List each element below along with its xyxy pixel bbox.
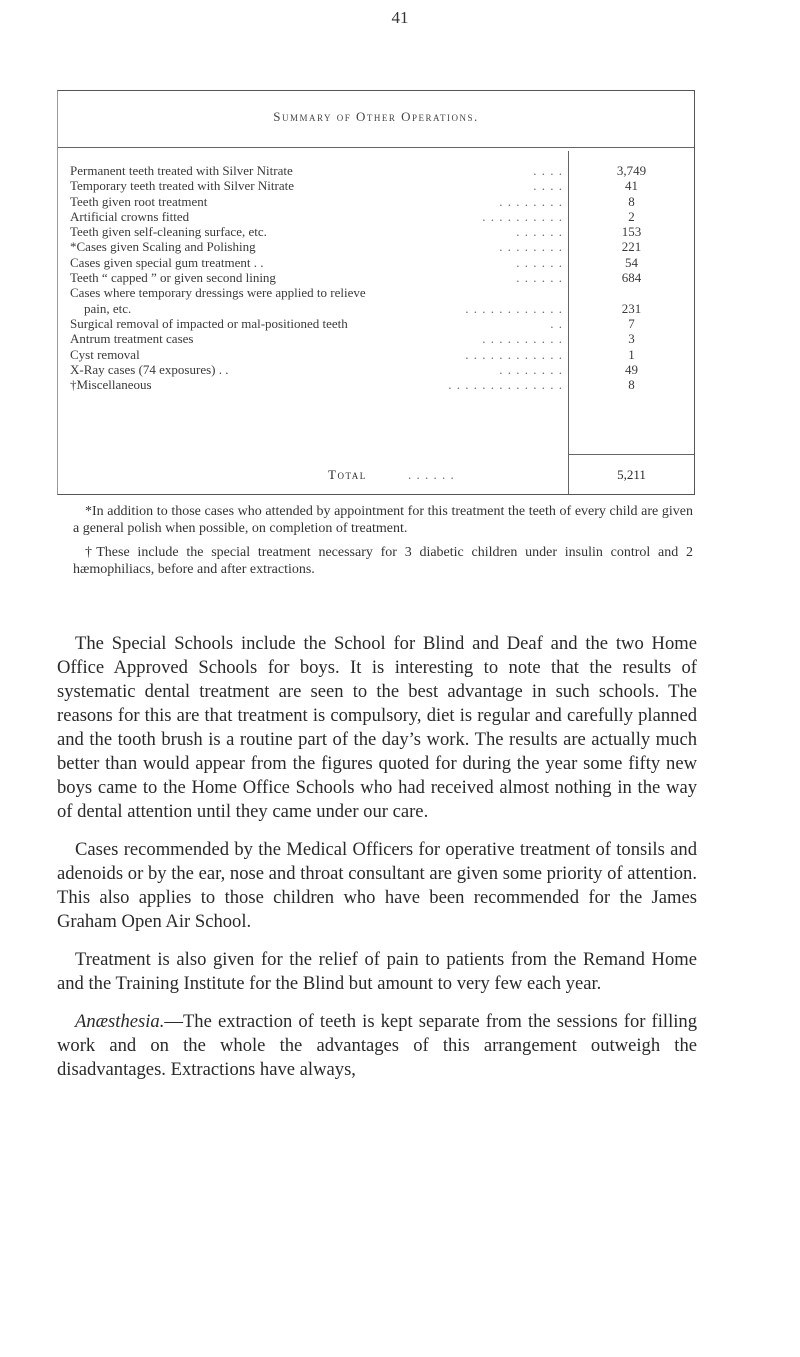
row-value: 7 bbox=[628, 315, 635, 331]
paragraph-relief-of-pain: Treatment is also given for the relief of pain to patients from the Remand Home and the Training Institute for the Blind but amount to very few each year. bbox=[57, 949, 697, 994]
row-label: pain, etc. bbox=[84, 300, 132, 316]
table-row bbox=[58, 301, 694, 316]
row-value: 41 bbox=[625, 178, 638, 194]
page-number: 41 bbox=[391, 8, 409, 27]
paragraph-recommended-cases: Cases recommended by the Medical Officers for operative treatment of tonsils and adenoids or by the ear, nose and throat consultant are given some priority of attention. This also applies to those children who have been recommended for the James Graham Open Air School. bbox=[57, 839, 697, 932]
row-leader: . . . . . . . . . . . . bbox=[465, 346, 563, 362]
row-value: 3,749 bbox=[616, 163, 647, 178]
row-value: 684 bbox=[621, 270, 642, 286]
row-label: Cases where temporary dressings were applied to relieve bbox=[70, 285, 366, 301]
anaesthesia-text: —The extraction of teeth is kept separate from the sessions for filling work and on the whole the advantages of this arrangement outweigh the disadvantages. Extractions have always, bbox=[57, 1011, 697, 1080]
row-value: 3 bbox=[628, 331, 635, 347]
row-leader: . . . . . . bbox=[516, 254, 563, 270]
total-leader: . . . . . . bbox=[408, 467, 455, 482]
row-label: Surgical removal of impacted or mal-positioned teeth bbox=[70, 315, 348, 331]
row-value: 153 bbox=[621, 224, 642, 240]
footnote-miscellaneous: †These include the special treatment necessary for 3 diabetic children under insulin control and 2 hæmophiliacs, before and after extractions. bbox=[73, 545, 693, 577]
table-row bbox=[58, 285, 694, 300]
table-row bbox=[58, 316, 694, 331]
summary-table bbox=[57, 90, 695, 495]
table-row bbox=[58, 224, 694, 239]
row-label: Teeth “ capped ” or given second lining bbox=[70, 270, 276, 286]
table-row bbox=[58, 163, 694, 178]
row-label: X-Ray cases (74 exposures) . . bbox=[70, 361, 229, 377]
row-label: Teeth given root treatment bbox=[70, 193, 208, 209]
total-value: 5,211 bbox=[617, 467, 646, 482]
row-leader: . . . . . . . . . . bbox=[482, 331, 563, 347]
row-label: Permanent teeth treated with Silver Nitrate bbox=[70, 163, 293, 178]
row-label: Temporary teeth treated with Silver Nitrate bbox=[70, 178, 294, 194]
table-row bbox=[58, 255, 694, 270]
table-row bbox=[58, 331, 694, 346]
table-row bbox=[58, 270, 694, 285]
row-leader: . . . . . . . . bbox=[499, 361, 563, 377]
row-value: 231 bbox=[621, 300, 642, 316]
table-row bbox=[58, 239, 694, 254]
total-row bbox=[58, 467, 694, 485]
row-value: 1 bbox=[628, 346, 635, 362]
row-label: Teeth given self-cleaning surface, etc. bbox=[70, 224, 267, 240]
paragraph-anaesthesia bbox=[57, 1010, 697, 1082]
row-value: 8 bbox=[628, 377, 635, 393]
footnote-scaling: *In addition to those cases who attended by appointment for this treatment the teeth of every child are given a general polish when possible, on completion of treatment. bbox=[73, 504, 693, 536]
row-leader: . . . . . . . . bbox=[499, 193, 563, 209]
row-label: Cases given special gum treatment . . bbox=[70, 254, 264, 270]
row-leader: . . . . bbox=[533, 163, 563, 178]
row-value: 8 bbox=[628, 193, 635, 209]
table-row bbox=[58, 377, 694, 392]
row-label: Cyst removal bbox=[70, 346, 140, 362]
row-value: 54 bbox=[625, 254, 638, 270]
row-leader: . . . . . . . . bbox=[499, 239, 563, 255]
row-label: Artificial crowns fitted bbox=[70, 208, 190, 224]
title-divider bbox=[58, 147, 694, 148]
row-label: †Miscellaneous bbox=[70, 377, 152, 393]
table-row bbox=[58, 209, 694, 224]
row-label: *Cases given Scaling and Polishing bbox=[70, 239, 256, 255]
table-row bbox=[58, 178, 694, 193]
total-label: Total bbox=[328, 467, 367, 482]
row-value: 221 bbox=[621, 239, 642, 255]
row-leader: . . . . bbox=[533, 178, 563, 194]
table-row bbox=[58, 347, 694, 362]
row-leader: . . . . . . . . . . bbox=[482, 208, 563, 224]
row-leader: . . . . . . . . . . . . bbox=[465, 300, 563, 316]
total-divider bbox=[568, 454, 694, 455]
row-leader: . . . . . . . . . . . . . . bbox=[448, 377, 563, 393]
table-row bbox=[58, 194, 694, 209]
table-row bbox=[58, 362, 694, 377]
table-rows bbox=[58, 163, 694, 392]
paragraph-special-schools: The Special Schools include the School for Blind and Deaf and the two Home Office Approved Schools for boys. It is interesting to note that the results of systematic dental treatment are seen to the best advantage in such schools. The reasons for this are that treatment is compulsory, diet is regular and carefully planned and the tooth brush is a routine part of the day’s work. The results are actually much better than would appear from the figures quoted for during the year some fifty new boys came to the Home Office Schools who had received almost nothing in the way of dental attention until they came under our care. bbox=[57, 633, 697, 822]
row-value: 49 bbox=[625, 361, 638, 377]
footnotes bbox=[73, 504, 693, 586]
row-leader: . . bbox=[550, 315, 563, 331]
table-title: Summary of Other Operations. bbox=[273, 109, 479, 124]
body-text bbox=[57, 632, 697, 1096]
row-leader: . . . . . . bbox=[516, 224, 563, 240]
row-leader: . . . . . . bbox=[516, 270, 563, 286]
row-label: Antrum treatment cases bbox=[70, 331, 194, 347]
anaesthesia-heading: Anæsthesia. bbox=[75, 1011, 165, 1032]
row-value: 2 bbox=[628, 208, 635, 224]
